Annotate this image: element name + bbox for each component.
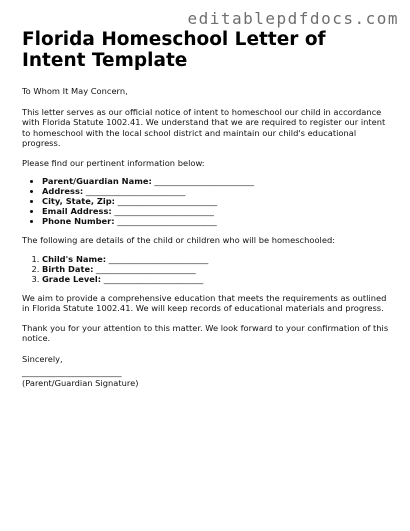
field-label: Parent/Guardian Name: <box>42 176 152 186</box>
intro-paragraph: This letter serves as our official notice of intent to homeschool our child in accordance with Florida Statute 1002.41. We understand that we are required to register our intent to homeschool with the local school district and maintain our child's educational progress. <box>22 106 386 148</box>
field-label: Email Address: <box>42 206 112 216</box>
grade-level-item <box>42 274 392 284</box>
phone-item <box>42 216 392 226</box>
child-info-list <box>22 254 392 284</box>
child-details-intro: The following are details of the child or children who will be homeschooled: <box>22 235 336 245</box>
signature-caption: (Parent/Guardian Signature) <box>22 377 139 388</box>
find-info-text: Please find our pertinent information below: <box>22 157 205 168</box>
field-blank: ________________________ <box>83 186 186 196</box>
parent-info-list <box>22 176 392 226</box>
field-blank: ________________________ <box>114 216 217 226</box>
field-label: City, State, Zip: <box>42 196 115 206</box>
email-item <box>42 206 392 216</box>
child-name-item <box>42 254 392 264</box>
field-label: Grade Level: <box>42 273 102 284</box>
watermark: editablepdfdocs.com <box>187 9 399 28</box>
birth-date-item <box>42 264 392 274</box>
document-title: Florida Homeschool Letter of Intent Template <box>22 29 326 71</box>
field-label: Child's Name: <box>42 253 107 264</box>
aim-paragraph: We aim to provide a comprehensive education that meets the requirements as outlined in Florida Statute 1002.41. We will keep records of educational materials and progress. <box>22 292 387 313</box>
field-label: Address: <box>42 186 84 196</box>
salutation: To Whom It May Concern, <box>22 86 128 96</box>
thanks-paragraph: Thank you for your attention to this matter. We look forward to your confirmation of this notice. <box>22 322 389 343</box>
field-blank: ________________________ <box>115 196 218 206</box>
field-label: Phone Number: <box>42 216 115 226</box>
field-blank: ________________________ <box>106 253 209 264</box>
signature-line: ________________________ <box>22 367 122 377</box>
field-blank: ________________________ <box>151 176 254 186</box>
letter-page <box>22 29 392 388</box>
parent-name-item <box>42 176 392 186</box>
address-item <box>42 186 392 196</box>
city-state-zip-item <box>42 196 392 206</box>
field-blank: ________________________ <box>111 206 214 216</box>
field-blank: ________________________ <box>93 263 196 274</box>
field-blank: ________________________ <box>101 273 204 284</box>
closing: Sincerely, <box>22 353 63 364</box>
field-label: Birth Date: <box>42 263 94 274</box>
